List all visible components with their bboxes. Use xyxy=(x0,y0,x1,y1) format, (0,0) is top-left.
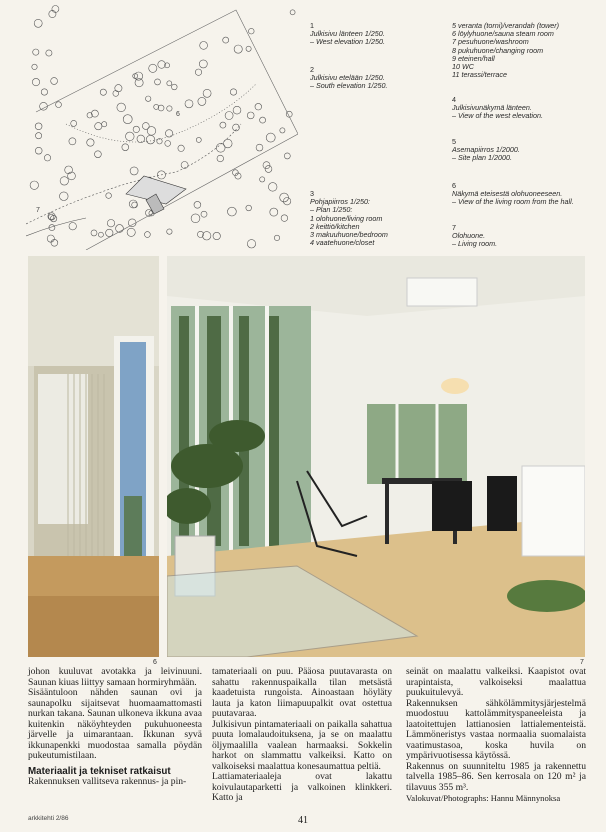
section-heading: Materiaalit ja tekniset ratkaisut xyxy=(28,765,171,777)
tree-symbol xyxy=(263,162,270,169)
caption-4-finnish: Julkisivunäkymä länteen. xyxy=(452,103,532,113)
text-column-1 xyxy=(28,667,202,788)
journal-footer: arkkitehti 2/86 xyxy=(28,815,69,822)
text-column-2 xyxy=(212,667,392,804)
caption-7-number: 7 xyxy=(452,223,456,232)
plan-legend-item: 9 eteinen/hall xyxy=(452,53,495,63)
tree-symbol xyxy=(146,96,151,101)
caption-3-number: 3 xyxy=(310,189,314,198)
paragraph: Lattiamateriaaleja ovat lakattu koivulautaparketti ja valkoinen klinkkeri. Katto ja xyxy=(212,771,392,803)
tree-symbol xyxy=(194,201,201,208)
tree-symbol xyxy=(265,166,272,173)
tree-symbol xyxy=(34,19,42,27)
tree-symbol xyxy=(95,151,102,158)
tree-symbol xyxy=(49,10,56,17)
tree-symbol xyxy=(172,84,178,90)
caption-4-english: – View of the west elevation. xyxy=(452,111,543,121)
caption-3-finnish: Pohjapiirros 1/250: xyxy=(310,197,370,207)
tree-symbol xyxy=(65,166,73,174)
tree-symbol xyxy=(117,103,126,112)
plan-legend-item: 2 keittiö/kitchen xyxy=(310,221,360,231)
plan-legend-item: 5 veranta (torni)/verandah (tower) xyxy=(452,21,560,30)
tree-symbol xyxy=(198,97,206,105)
caption-3 xyxy=(310,190,430,247)
tree-symbol xyxy=(181,162,188,169)
tree-symbol xyxy=(35,147,42,154)
tree-symbol xyxy=(217,155,224,162)
photo-7-number: 7 xyxy=(580,659,584,666)
tree-symbol xyxy=(234,45,242,53)
tree-symbol xyxy=(69,223,76,230)
tree-symbol xyxy=(106,229,113,236)
tree-symbol xyxy=(246,205,252,211)
tree-symbol xyxy=(270,208,278,216)
tree-symbol xyxy=(40,102,48,110)
tree-symbol xyxy=(116,225,124,233)
tree-symbol xyxy=(56,102,62,108)
caption-2-number: 2 xyxy=(310,65,314,74)
tree-symbol xyxy=(71,120,77,126)
paragraph: Rakennuksen sähkölämmitysjärjestelmä muodostuu kattolämmityspaneeleista ja laatoitettujen lattianosien lattialementeistä. Lämmöneristys vastaa normaalia suomalaista vaatimustasoa, koska huvila on ympärivuotisessa käytössä. xyxy=(406,697,586,761)
plan-legend-item: 6 löylyhuone/sauna steam room xyxy=(452,29,554,39)
tree-symbol xyxy=(284,153,290,159)
tree-symbol xyxy=(249,28,255,34)
tree-symbol xyxy=(274,235,279,240)
tree-symbol xyxy=(201,211,207,217)
tree-symbol xyxy=(281,215,288,222)
caption-5-number: 5 xyxy=(452,137,456,146)
tree-symbol xyxy=(260,117,266,123)
plan-legend-item: 8 pukuhuone/changing room xyxy=(452,45,544,55)
tree-symbol xyxy=(137,135,145,143)
caption-7 xyxy=(452,224,597,249)
tree-symbol xyxy=(225,112,233,120)
paragraph: johon kuuluvat avotakka ja leivinuuni. Saunan kiuas liittyy samaan hormiryhmään. xyxy=(28,666,202,688)
tree-symbol xyxy=(246,46,251,51)
site-plan-drawing xyxy=(26,4,298,250)
tree-symbol xyxy=(200,42,208,50)
tree-symbol xyxy=(203,89,211,97)
plan-legend-item: 10 WC xyxy=(452,62,474,72)
tree-symbol xyxy=(135,72,143,80)
tree-symbol xyxy=(266,133,275,142)
caption-6-english: – View of the living room from the hall. xyxy=(452,197,574,207)
tree-symbol xyxy=(115,85,122,92)
caption-5-finnish: Asemapiirros 1/2000. xyxy=(452,145,520,155)
caption-5 xyxy=(452,138,597,163)
tree-symbol xyxy=(68,172,76,180)
tree-symbol xyxy=(185,100,193,108)
tree-symbol xyxy=(122,144,129,151)
tree-symbol xyxy=(126,132,135,141)
paragraph: Sisääntuloon nähden saunan ovi ja saunapolku sijaitsevat huomaamattomasti nurkan takana. Saunan ulkoneva ikkuna avaa kuitenkin näköyhteyden pukuhuoneesta järvelle ja uimarantaan. Ikkunan syvä ikkunapenkki muodostaa samalla pöydän pukeutumistilaan. xyxy=(28,687,202,761)
page-number: 41 xyxy=(298,815,308,826)
text-column-3 xyxy=(406,667,586,804)
caption-2 xyxy=(310,66,430,91)
tree-symbol xyxy=(280,128,285,133)
tree-symbol xyxy=(32,78,39,85)
tree-symbol xyxy=(213,232,220,239)
tree-symbol xyxy=(256,144,263,151)
tree-symbol xyxy=(30,181,38,189)
tree-symbol xyxy=(106,193,112,199)
tree-symbol xyxy=(230,89,236,95)
tree-symbol xyxy=(52,6,59,13)
caption-6 xyxy=(452,182,597,207)
tree-symbol xyxy=(167,106,172,111)
tree-symbol xyxy=(195,69,201,75)
tree-symbol xyxy=(165,141,171,147)
tree-symbol xyxy=(123,115,132,124)
tree-symbol xyxy=(51,239,58,246)
tree-symbol xyxy=(247,112,254,119)
caption-1-finnish: Julkisivu länteen 1/250. xyxy=(310,29,385,39)
tree-symbol xyxy=(228,207,237,216)
tree-symbol xyxy=(133,126,139,132)
tree-symbol xyxy=(47,235,54,242)
tree-symbol xyxy=(132,202,138,208)
plan-number-7: 7 xyxy=(36,207,40,214)
tree-symbol xyxy=(60,192,69,201)
tree-symbol xyxy=(167,81,172,86)
tree-symbol xyxy=(100,89,106,95)
caption-7-finnish: Olohuone. xyxy=(452,231,486,241)
plan-legend-item: 4 vaatehuone/closet xyxy=(310,238,375,248)
tree-symbol xyxy=(135,79,143,87)
tree-symbol xyxy=(91,230,97,236)
caption-5-english: – Site plan 1/2000. xyxy=(452,153,512,163)
caption-1 xyxy=(310,22,430,47)
plan-legend-item: 1 olohuone/living room xyxy=(310,213,383,223)
caption-6-number: 6 xyxy=(452,181,456,190)
tree-symbol xyxy=(196,137,201,142)
tree-symbol xyxy=(203,232,211,240)
photo-living-room xyxy=(167,256,585,657)
caption-2-english: – South elevation 1/250. xyxy=(310,81,388,91)
tree-symbol xyxy=(147,127,156,136)
tree-symbol xyxy=(102,122,107,127)
tree-symbol xyxy=(255,103,262,110)
tree-symbol xyxy=(51,78,58,85)
tree-symbol xyxy=(127,228,135,236)
tree-symbol xyxy=(36,133,42,139)
tree-symbol xyxy=(128,219,136,227)
caption-6-finnish: Näkymä eteisestä olohuoneeseen. xyxy=(452,189,563,199)
tree-symbol xyxy=(290,10,295,15)
photo-hall-view xyxy=(28,256,159,657)
caption-1-english: – West elevation 1/250. xyxy=(310,37,385,47)
plan-legend-item: 3 makuuhuone/bedroom xyxy=(310,230,388,240)
tree-symbol xyxy=(158,61,166,69)
tree-symbol xyxy=(129,200,137,208)
tree-symbol xyxy=(32,64,37,69)
paragraph: tamateriaali on puu. Pääosa puutavarasta on sahattu rakennuspaikalla tilan metsästä kaadetuista rungoista. Ainoastaan höyläty lauta ja katon liimapuupalkit ovat ostettua puutavaraa. xyxy=(212,666,392,719)
paragraph: Julkisivun pintamateriaali on paikalla sahattua puuta lomalaudoituksena, ja se on maalattu öljymaalilla vaalean harmaaksi. Sokkelin harkot on slammattu valkeiksi. Katto on valkoiseksi maalattua konesaumattua peltiä. xyxy=(212,718,392,772)
tree-symbol xyxy=(158,105,164,111)
tree-symbol xyxy=(167,229,172,234)
tree-symbol xyxy=(98,232,103,237)
tree-symbol xyxy=(87,139,94,146)
tree-symbol xyxy=(130,167,138,175)
plan-legend-continued xyxy=(452,22,597,79)
caption-1-number: 1 xyxy=(310,21,314,30)
tree-symbol xyxy=(69,138,76,145)
tree-symbol xyxy=(44,155,50,161)
tree-symbol xyxy=(107,220,114,227)
paragraph: seinät on maalattu valkeiksi. Kaapistot ovat urapintaista, valkoiseksi maalattua puukuitulevyä. xyxy=(406,666,586,698)
tree-symbol xyxy=(233,106,241,114)
plan-legend-item: 11 terassi/terrace xyxy=(452,70,507,80)
tree-symbol xyxy=(35,123,42,130)
caption-4-number: 4 xyxy=(452,95,456,104)
caption-4 xyxy=(452,96,597,121)
tree-symbol xyxy=(113,91,119,97)
tree-symbol xyxy=(165,130,172,137)
paragraph: Rakennus on suunniteltu 1985 ja rakennettu talvella 1985–86. Sen kerrosala on 120 m² ja tilavuus 355 m³. xyxy=(406,760,586,793)
tree-symbol xyxy=(191,214,200,223)
tree-symbol xyxy=(154,104,159,109)
tree-symbol xyxy=(145,232,151,238)
tree-symbol xyxy=(220,122,226,128)
tree-symbol xyxy=(268,183,277,192)
plan-legend-item: 7 pesuhuone/washroom xyxy=(452,37,529,47)
tree-symbol xyxy=(46,50,52,56)
tree-symbol xyxy=(95,123,102,130)
tree-symbol xyxy=(283,198,290,205)
tree-symbol xyxy=(247,240,255,248)
tree-symbol xyxy=(60,177,68,185)
paragraph: Rakennuksen vallitseva rakennus- ja pin- xyxy=(28,776,187,787)
caption-7-english: – Living room. xyxy=(452,239,498,249)
tree-symbol xyxy=(146,135,155,144)
caption-2-finnish: Julkisivu etelään 1/250. xyxy=(310,73,385,83)
caption-3-english: – Plan 1/250: xyxy=(310,205,353,215)
tree-symbol xyxy=(199,60,207,68)
tree-symbol xyxy=(155,79,161,85)
tree-symbol xyxy=(178,145,184,151)
photo-credit: Valokuvat/Photographs: Hannu Männynoksa xyxy=(406,793,561,803)
plan-number-6: 6 xyxy=(176,111,180,118)
tree-symbol xyxy=(149,64,157,72)
tree-symbol xyxy=(41,89,47,95)
tree-symbol xyxy=(33,49,39,55)
tree-symbol xyxy=(223,37,229,43)
tree-symbol xyxy=(260,177,265,182)
photo-6-number: 6 xyxy=(153,659,157,666)
